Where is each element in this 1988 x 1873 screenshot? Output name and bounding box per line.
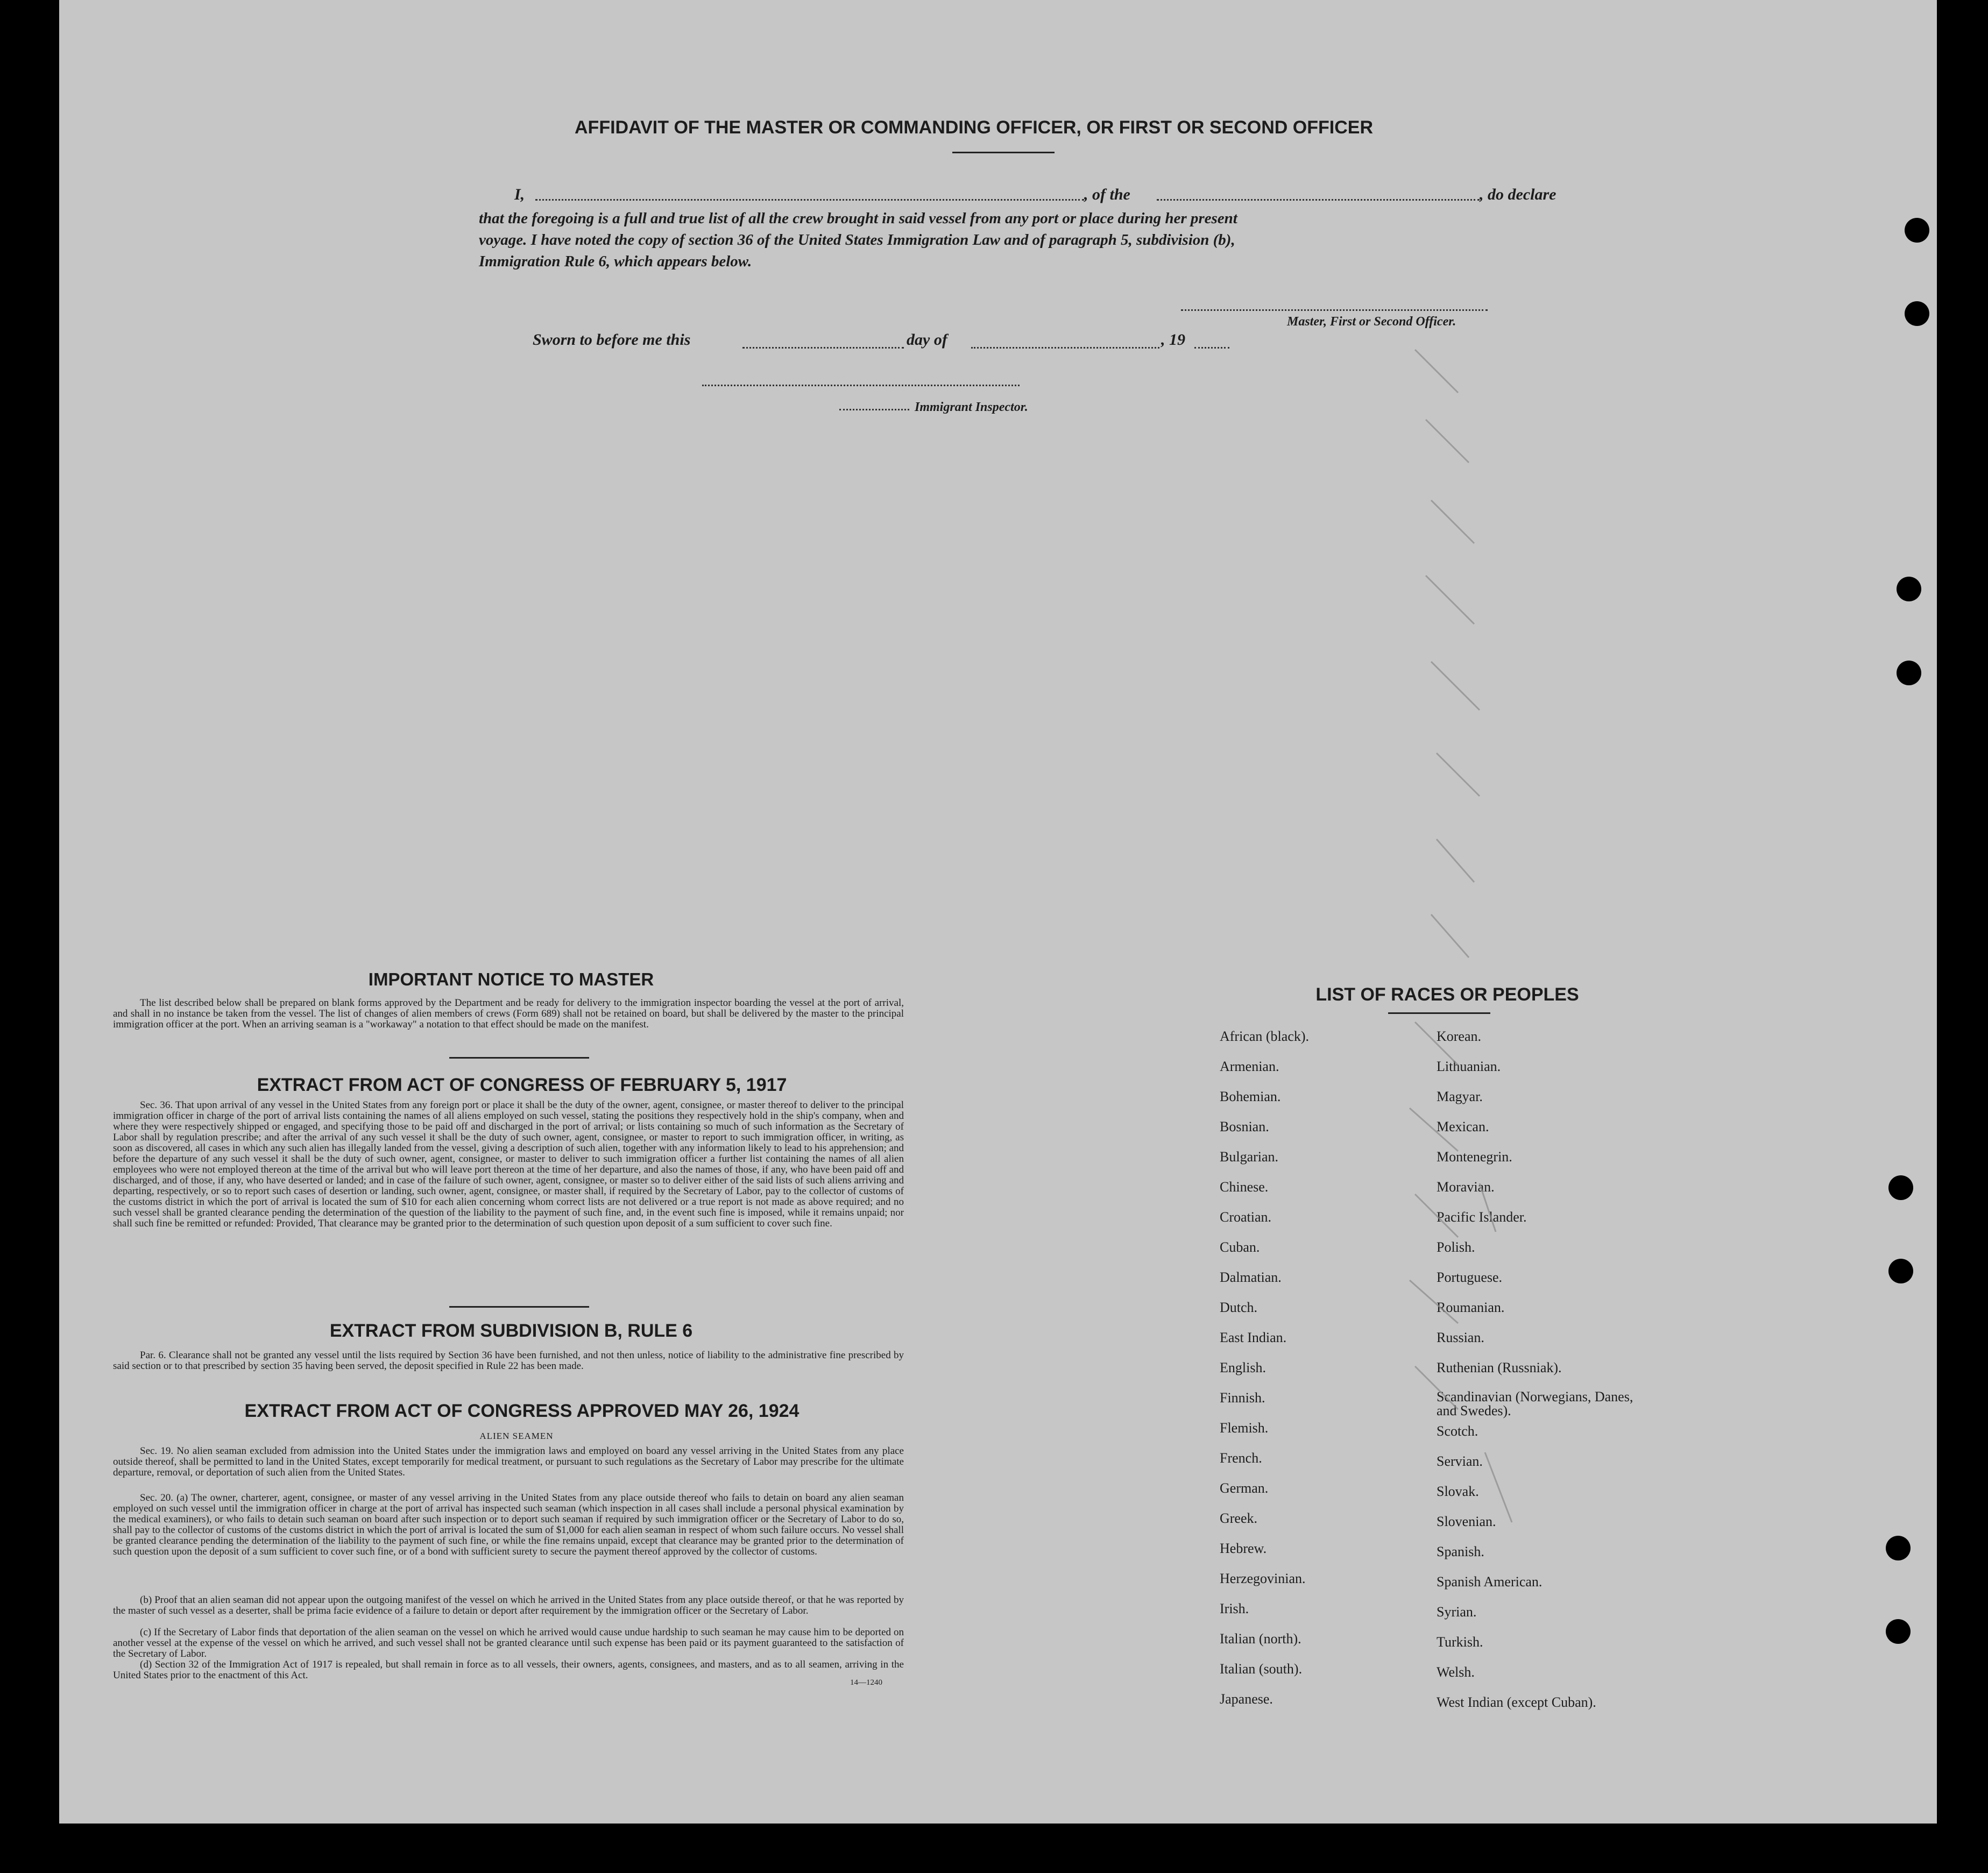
race-item: Bulgarian. bbox=[1220, 1149, 1279, 1165]
race-item: Russian. bbox=[1437, 1330, 1484, 1345]
race-item: Armenian. bbox=[1220, 1059, 1279, 1074]
binder-hole bbox=[1886, 1536, 1911, 1560]
race-item: Roumanian. bbox=[1437, 1300, 1505, 1315]
binder-hole bbox=[1905, 218, 1929, 243]
alien-seamen-subtitle: ALIEN SEAMEN bbox=[479, 1431, 554, 1441]
race-item: Pacific Islander. bbox=[1437, 1209, 1527, 1225]
race-item: Italian (north). bbox=[1220, 1631, 1301, 1647]
race-item: Polish. bbox=[1437, 1239, 1475, 1255]
notice-body: The list described below shall be prepared on blank forms approved by the Department and be ready for delivery to the immigration inspector boarding the vessel at the port of arrival, and shall in no instance be taken from the vessel. The list of changes of alien members of crews (Form 689) shall not be retained on board, but shall be delivered by the master to the principal immigration officer at the port. When an arriving seaman is a "workaway" a notation to that effect should be made on the manifest. bbox=[113, 997, 904, 1030]
race-item: Slovenian. bbox=[1437, 1514, 1496, 1529]
extract-1924-title: EXTRACT FROM ACT OF CONGRESS APPROVED MAY 26, 1924 bbox=[244, 1401, 800, 1421]
race-item: Scandinavian (Norwegians, Danes, and Swedes). bbox=[1437, 1389, 1633, 1418]
race-item: Cuban. bbox=[1220, 1239, 1260, 1255]
race-item: Montenegrin. bbox=[1437, 1149, 1512, 1165]
race-item: French. bbox=[1220, 1450, 1262, 1466]
race-item: Chinese. bbox=[1220, 1179, 1269, 1195]
race-item: Croatian. bbox=[1220, 1209, 1272, 1225]
of-the-label: , of the bbox=[1084, 186, 1130, 203]
race-item: Greek. bbox=[1220, 1510, 1258, 1526]
race-item: Moravian. bbox=[1437, 1179, 1495, 1195]
race-item: Spanish American. bbox=[1437, 1574, 1543, 1590]
day-of-label: day of bbox=[907, 331, 947, 349]
race-item: Dalmatian. bbox=[1220, 1269, 1282, 1285]
race-item: East Indian. bbox=[1220, 1330, 1287, 1345]
binder-hole bbox=[1905, 301, 1929, 326]
affidavit-line-2: voyage. I have noted the copy of section 36 of the United States Immigration Law and of paragraph 5, subdivision (b), bbox=[479, 231, 1235, 249]
month-line bbox=[971, 347, 1159, 349]
race-item: Scotch. bbox=[1437, 1423, 1478, 1439]
affidavit-line-1: that the foregoing is a full and true list of all the crew brought in said vessel from any port or place during her present bbox=[479, 210, 1237, 227]
sec-20a: Sec. 20. (a) The owner, charterer, agent, consignee, or master of any vessel arriving in the United States from any place outside thereof who fails to detain on board any alien seaman employed on such vessel until the immigration officer in charge at the port of arrival has inspected such seaman (which inspection in all cases shall include a personal physical examination by the medical examiners), or who fails to detain such seaman on board after such inspection or to deport such seaman if required by such immigration officer or the Secretary of Labor to do so, shall pay to the collector of customs of the customs district in which the port of arrival is located the sum of $1,000 for each alien seaman in respect of whom such failure occurs. No vessel shall be granted clearance pending the determination of the liability to the payment of such fine, or while the fine remains unpaid, except that clearance may be granted prior to the determination of such question upon the deposit of a sum sufficient to cover such fine, or of a bond with sufficient surety to secure the payment thereof approved by the collector of customs. bbox=[113, 1492, 904, 1557]
title-underline bbox=[952, 152, 1055, 153]
race-item: Slovak. bbox=[1437, 1484, 1479, 1499]
race-item: Herzegovinian. bbox=[1220, 1571, 1306, 1586]
i-label: I, bbox=[514, 186, 525, 203]
binder-hole bbox=[1886, 1619, 1911, 1644]
race-item: Syrian. bbox=[1437, 1604, 1477, 1620]
race-item: English. bbox=[1220, 1360, 1266, 1375]
race-item: Portuguese. bbox=[1437, 1269, 1503, 1285]
vessel-line bbox=[1157, 199, 1480, 201]
document-page bbox=[59, 0, 1937, 1824]
race-item: Finnish. bbox=[1220, 1390, 1265, 1406]
signature-line bbox=[1181, 309, 1488, 311]
race-item: Bosnian. bbox=[1220, 1119, 1269, 1134]
race-item: Servian. bbox=[1437, 1453, 1483, 1469]
binder-hole bbox=[1888, 1259, 1913, 1283]
notice-divider bbox=[449, 1057, 589, 1059]
race-item: Flemish. bbox=[1220, 1420, 1269, 1436]
race-item: German. bbox=[1220, 1480, 1269, 1496]
year-line bbox=[1194, 347, 1229, 349]
subdivision-body: Par. 6. Clearance shall not be granted any vessel until the lists required by Section 36 have been furnished, and not then unless, notice of liability to the administrative fine prescribed by said section or to that prescribed by section 35 having been served, the deposit specified in Rule 22 has been made. bbox=[113, 1350, 904, 1372]
race-item: Korean. bbox=[1437, 1028, 1482, 1044]
race-item: Japanese. bbox=[1220, 1691, 1273, 1707]
inspector-short-line bbox=[839, 409, 909, 410]
binder-hole bbox=[1897, 661, 1921, 685]
sworn-label: Sworn to before me this bbox=[533, 331, 691, 349]
binder-hole bbox=[1897, 577, 1921, 601]
extract-1917-body: Sec. 36. That upon arrival of any vessel in the United States from any foreign port or place it shall be the duty of the owner, agent, consignee, or master thereof to deliver to the principal immigration officer in charge of the port of arrival lists containing the names of all aliens employed on such vessel, stating the positions they respectively hold in the ship's company, when and where they were respectively shipped or engaged, and specifying those to be paid off and discharged in the port of arrival; or lists containing so much of such information as the Secretary of Labor shall by regulation prescribe; and after the arrival of any such vessel it shall be the duty of such owner, agent, consignee, or master to report to such immigration officer, in writing, as soon as discovered, all cases in which any such alien has illegally landed from the vessel, giving a description of such alien, together with any information likely to lead to his apprehension; and before the departure of any such vessel it shall be the duty of such owner, agent, consignee, or master to deliver to such immigration officer a further list containing the names of all alien employees who were not employed thereon at the time of the arrival but who will leave port thereon at the time of her departure, and also the names of those, if any, who have been paid off and discharged, and of those, if any, who have deserted or landed; and in case of the failure of such owner, agent, consignee, or master so to deliver either of the said lists of such aliens arriving and departing, respectively, or so to report such cases of desertion or landing, such owner, agent, consignee, or master shall, if required by the Secretary of Labor, pay to the collector of customs of the customs district in which the port of arrival is located the sum of $10 for each alien concerning whom correct lists are not delivered or a true report is not made as above required; and no such vessel shall be granted clearance pending the determination of the question of the liability to the payment of such fine, and, in the event such fine is imposed, while it remains unpaid; nor shall such fine be remitted or refunded: Provided, That clearance may be granted prior to the determination of such question upon deposit of a sum sufficient to cover such fine. bbox=[113, 1099, 904, 1229]
race-item: West Indian (except Cuban). bbox=[1437, 1694, 1596, 1710]
race-item: Magyar. bbox=[1437, 1089, 1483, 1104]
race-item: Irish. bbox=[1220, 1601, 1249, 1616]
signature-caption: Master, First or Second Officer. bbox=[1287, 315, 1456, 329]
do-declare-label: , do declare bbox=[1480, 186, 1557, 203]
race-item: Welsh. bbox=[1437, 1664, 1475, 1680]
race-item: Dutch. bbox=[1220, 1300, 1258, 1315]
notice-title: IMPORTANT NOTICE TO MASTER bbox=[368, 969, 654, 989]
binder-hole bbox=[1888, 1175, 1913, 1200]
affidavit-title: AFFIDAVIT OF THE MASTER OR COMMANDING OFFICER, OR FIRST OR SECOND OFFICER bbox=[575, 117, 1373, 138]
race-item: Italian (south). bbox=[1220, 1661, 1303, 1677]
inspector-signature-line bbox=[702, 385, 1020, 386]
race-item: Ruthenian (Russniak). bbox=[1437, 1360, 1562, 1375]
affidavit-line-3: Immigration Rule 6, which appears below. bbox=[479, 253, 752, 270]
race-item: Spanish. bbox=[1437, 1544, 1484, 1559]
sec-19: Sec. 19. No alien seaman excluded from admission into the United States under the immigration laws and employed on board any vessel arriving in the United States from any place outside thereof, shall be permitted to land in the United States, except temporarily for medical treatment, or pursuant to such regulations as the Secretary of Labor may prescribe for the ultimate departure, removal, or deportation of such alien from the United States. bbox=[113, 1445, 904, 1478]
year-label: , 19 bbox=[1161, 331, 1185, 349]
race-item: African (black). bbox=[1220, 1028, 1310, 1044]
race-item: Lithuanian. bbox=[1437, 1059, 1501, 1074]
sec-20c: (c) If the Secretary of Labor finds that deportation of the alien seaman on the vessel on which he arrived would cause undue hardship to such seaman he may cause him to be deported on another vessel at the expense of the vessel on which he arrived, and such vessel shall not be granted clearance until such expense has been paid or its payment guaranteed to the satisfaction of the Secretary of Labor. bbox=[113, 1627, 904, 1659]
race-item: Bohemian. bbox=[1220, 1089, 1281, 1104]
race-item: Turkish. bbox=[1437, 1634, 1483, 1650]
extract-1917-divider bbox=[449, 1306, 589, 1308]
sec-20d: (d) Section 32 of the Immigration Act of 1917 is repealed, but shall remain in force as to all vessels, their owners, agents, consignees, and masters, and as to all seamen, arriving in the United States prior to the enactment of this Act. bbox=[113, 1659, 904, 1681]
race-item: Hebrew. bbox=[1220, 1541, 1267, 1556]
inspector-caption: Immigrant Inspector. bbox=[915, 400, 1028, 414]
form-number: 14—1240 bbox=[850, 1678, 882, 1687]
subdivision-title: EXTRACT FROM SUBDIVISION B, RULE 6 bbox=[329, 1321, 693, 1341]
extract-1917-title: EXTRACT FROM ACT OF CONGRESS OF FEBRUARY 5, 1917 bbox=[257, 1075, 787, 1095]
sec-20b: (b) Proof that an alien seaman did not appear upon the outgoing manifest of the vessel on which he arrived in the United States from any place outside thereof, or that he was reported by the master of such vessel as a deserter, shall be prima facie evidence of a failure to detain or deport after requirement by the immigration officer or the Secretary of Labor. bbox=[113, 1594, 904, 1616]
races-title: LIST OF RACES OR PEOPLES bbox=[1315, 984, 1579, 1005]
pencil-marks bbox=[1350, 323, 1566, 1533]
day-line bbox=[742, 347, 904, 349]
race-item: Mexican. bbox=[1437, 1119, 1489, 1134]
name-line bbox=[535, 199, 1084, 201]
